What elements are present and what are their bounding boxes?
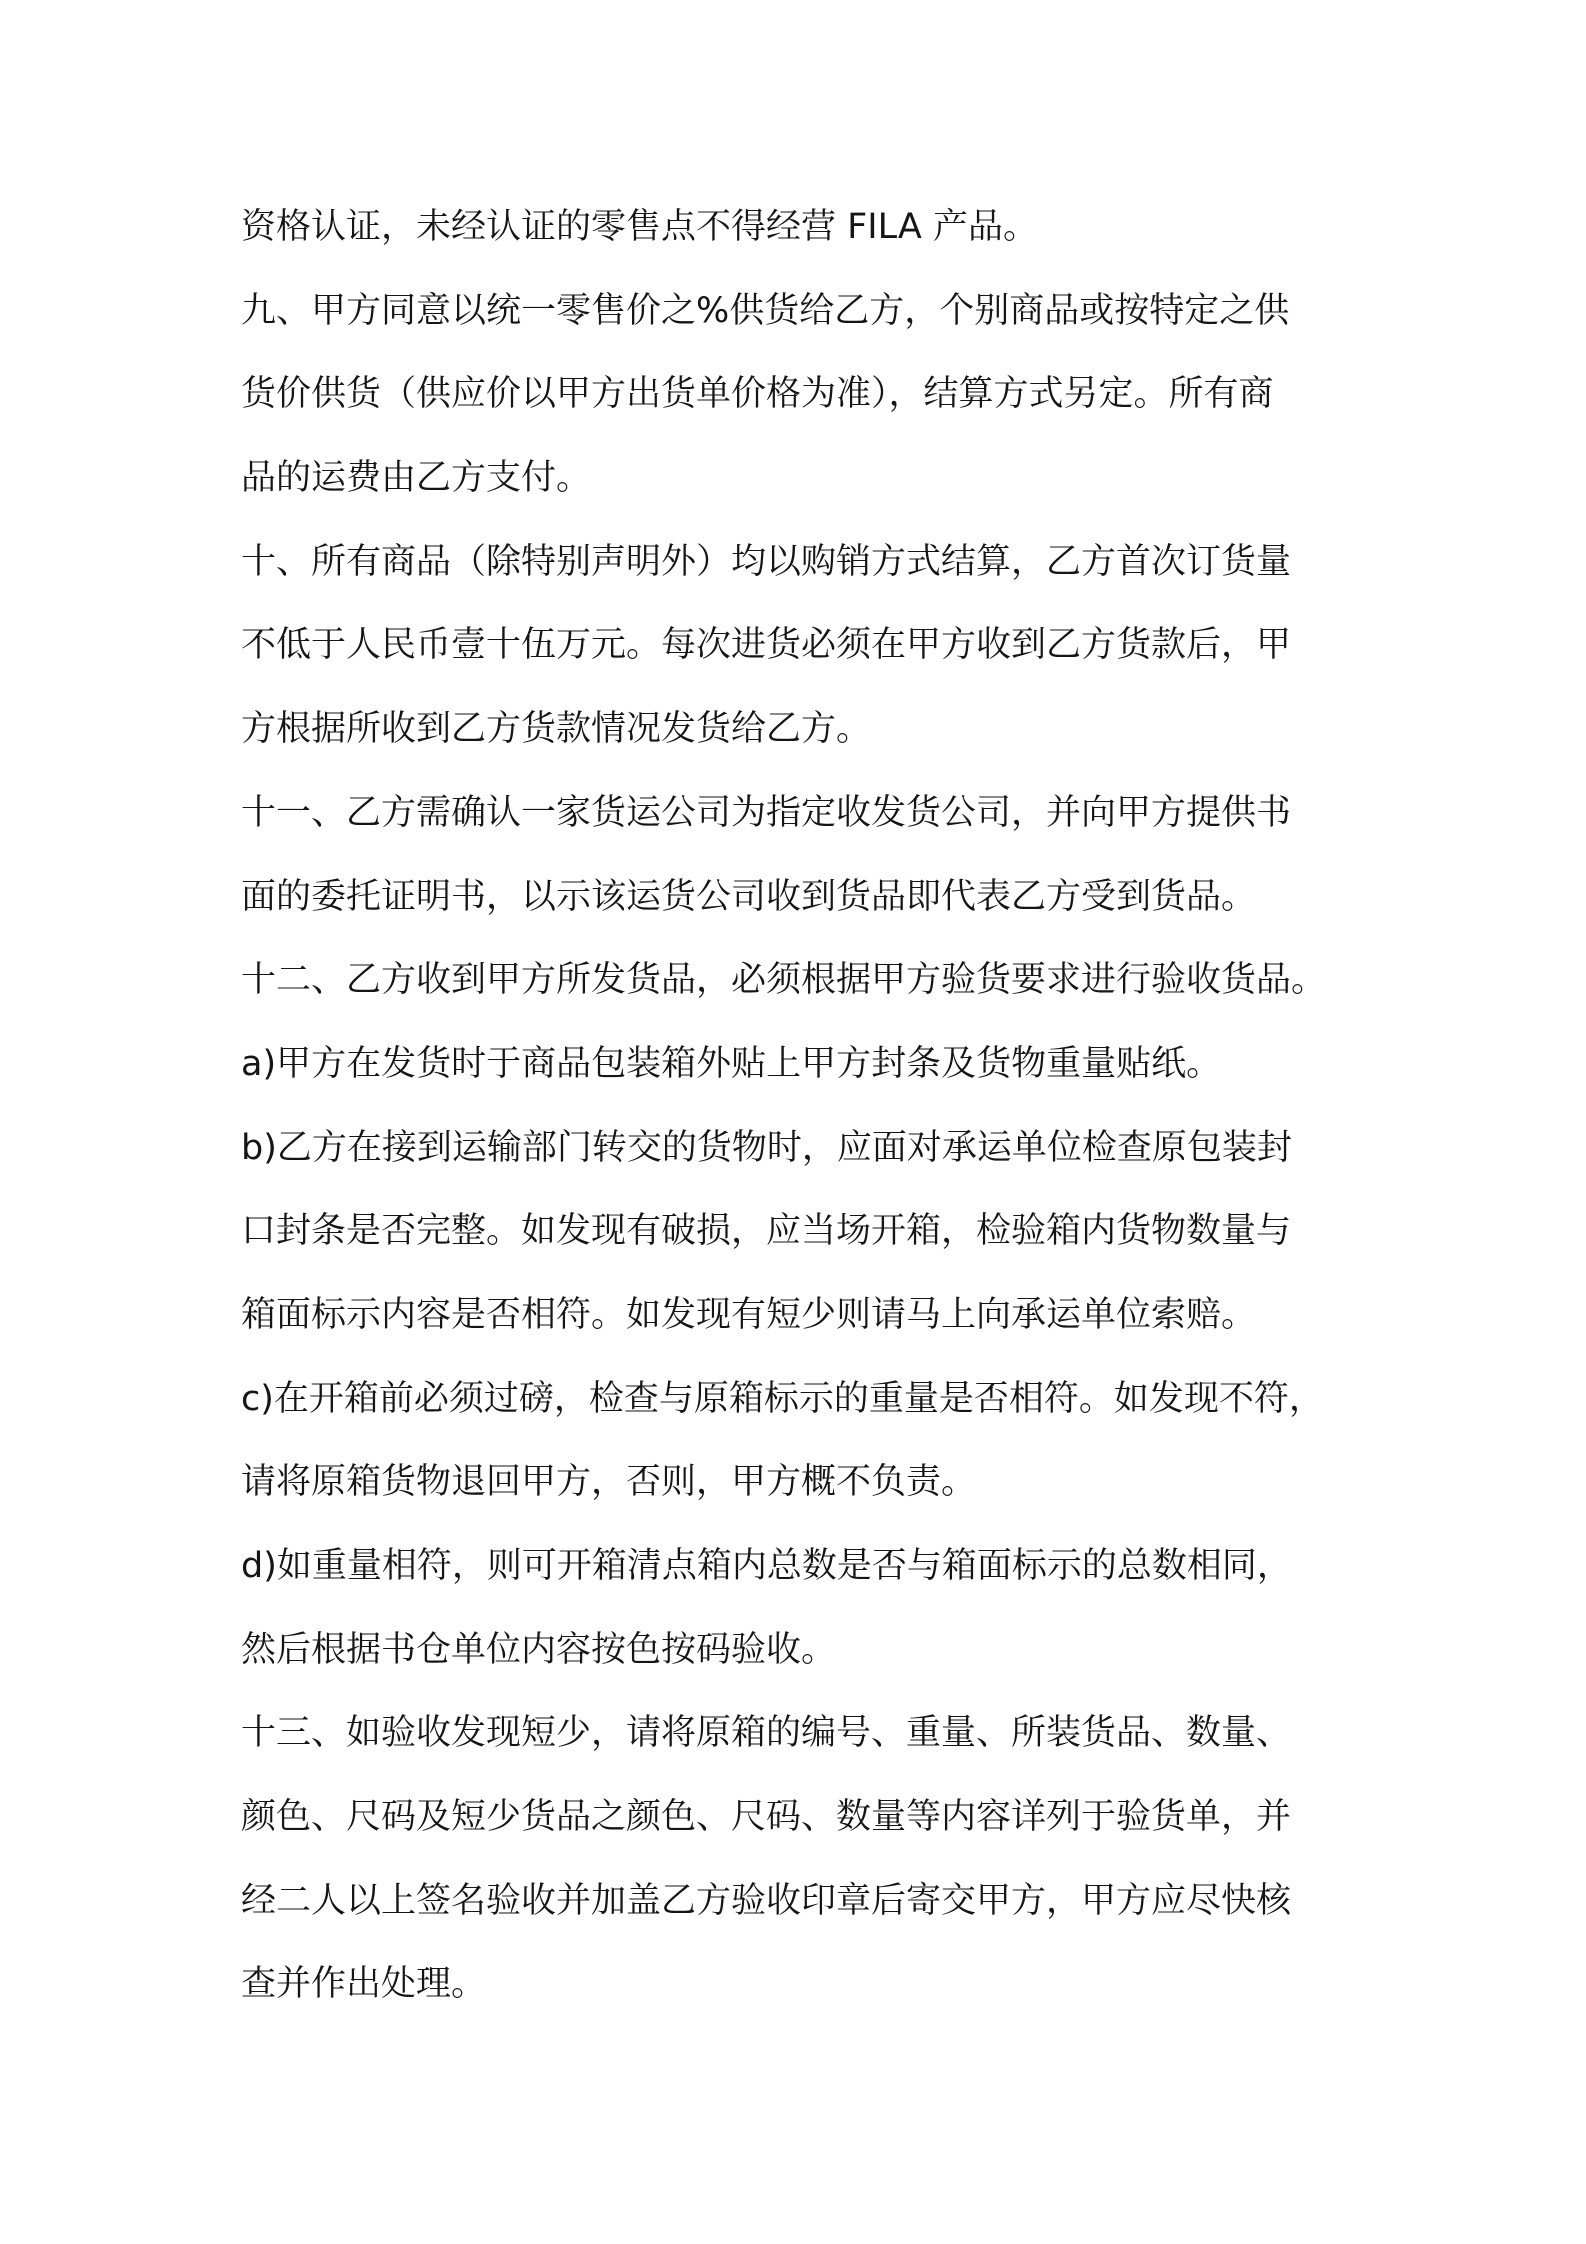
text-line: 货价供货（供应价以甲方出货单价格为准），结算方式另定。所有商 — [241, 374, 1274, 415]
text-line: b)乙方在接到运输部门转交的货物时，应面对承运单位检查原包装封 — [241, 1127, 1292, 1168]
text-line: a)甲方在发货时于商品包装箱外贴上甲方封条及货物重量贴纸。 — [241, 1043, 1222, 1084]
text-line: 不低于人民币壹十伍万元。每次进货必须在甲方收到乙方货款后，甲 — [241, 625, 1292, 666]
text-line: c)在开箱前必须过磅，检查与原箱标示的重量是否相符。如发现不符， — [241, 1378, 1324, 1419]
text-line: 面的委托证明书，以示该运货公司收到货品即代表乙方受到货品。 — [241, 876, 1257, 917]
text-line: 十二、乙方收到甲方所发货品，必须根据甲方验货要求进行验收货品。 — [241, 960, 1327, 1001]
text-line: 方根据所收到乙方货款情况发货给乙方。 — [241, 709, 872, 750]
text-line: 十一、乙方需确认一家货运公司为指定收发货公司，并向甲方提供书 — [241, 792, 1292, 833]
text-line: 查并作出处理。 — [241, 1964, 487, 2005]
text-line: 十三、如验收发现短少，请将原箱的编号、重量、所装货品、数量、 — [241, 1713, 1292, 1754]
text-line: 口封条是否完整。如发现有破损，应当场开箱，检验箱内货物数量与 — [241, 1211, 1292, 1252]
text-line: 九、甲方同意以统一零售价之%供货给乙方，个别商品或按特定之供 — [241, 290, 1290, 331]
contract-text — [241, 186, 1371, 2027]
text-line: 十、所有商品（除特别声明外）均以购销方式结算，乙方首次订货量 — [241, 541, 1292, 582]
text-line: 资格认证，未经认证的零售点不得经营 FILA 产品。 — [241, 207, 1038, 247]
text-line: 然后根据书仓单位内容按色按码验收。 — [241, 1629, 837, 1670]
text-line: 品的运费由乙方支付。 — [241, 458, 592, 499]
text-line: 颜色、尺码及短少货品之颜色、尺码、数量等内容详列于验货单，并 — [241, 1797, 1292, 1838]
text-line: 经二人以上签名验收并加盖乙方验收印章后寄交甲方，甲方应尽快核 — [241, 1880, 1292, 1921]
text-line: 请将原箱货物退回甲方，否则，甲方概不负责。 — [241, 1462, 977, 1503]
text-line: d)如重量相符，则可开箱清点箱内总数是否与箱面标示的总数相同， — [241, 1546, 1292, 1586]
text-line: 箱面标示内容是否相符。如发现有短少则请马上向承运单位索赔。 — [241, 1294, 1257, 1335]
